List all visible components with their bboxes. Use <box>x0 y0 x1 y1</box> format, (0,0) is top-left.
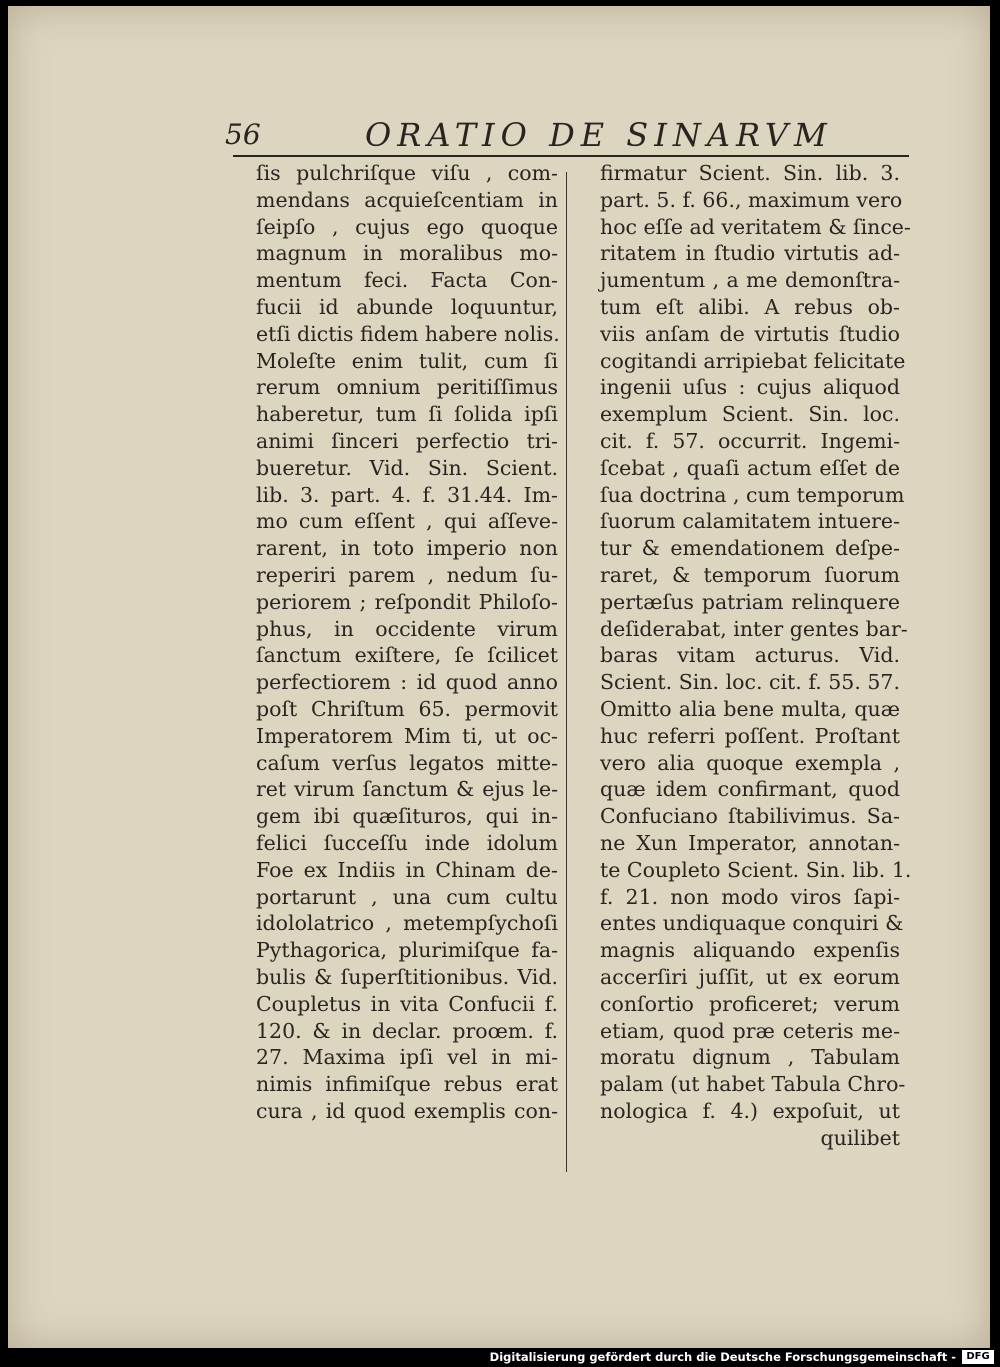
text-line: palam (ut habet Tabula Chro- <box>600 1072 906 1097</box>
text-line: etiam, quod præ ceteris me- <box>600 1018 900 1043</box>
text-line: accerſiri juſſit, ut ex eorum <box>600 964 900 989</box>
text-line: quilibet <box>820 1125 900 1150</box>
text-line: mo cum eſſent , qui aſſeve- <box>256 509 558 534</box>
right-column <box>600 160 912 1151</box>
page-number: 56 <box>225 118 261 151</box>
text-line: jumentum , a me demonſtra- <box>600 268 900 293</box>
text-line: part. 5. f. 66., maximum vero <box>600 187 903 212</box>
text-line: tum eſt alibi. A rebus ob- <box>600 294 900 319</box>
text-line: poſt Chriſtum 65. permovit <box>256 696 558 721</box>
text-line: hoc eſſe ad veritatem & ſince- <box>600 214 911 239</box>
text-line: f. 21. non modo viros ſapi- <box>600 884 900 909</box>
text-line: quæ idem confirmant, quod <box>600 777 900 802</box>
text-line: conſortio proficeret; verum <box>600 991 900 1016</box>
running-head: ORATIO DE SINARVM <box>365 116 833 154</box>
text-line: Pythagorica, plurimiſque fa- <box>256 938 558 963</box>
text-line: nologica f. 4.) expoſuit, ut <box>600 1098 900 1123</box>
text-line: ſuorum calamitatem intuere- <box>600 509 900 534</box>
text-line: mendans acquieſcentiam in <box>256 187 558 212</box>
text-line: idololatrico , metempſychoſi <box>256 911 558 936</box>
text-line: ritatem in ſtudio virtutis ad- <box>600 241 900 266</box>
text-line: moratu dignum , Tabulam <box>600 1045 900 1070</box>
footer-credit: Digitalisierung gefördert durch die Deutsche Forschungsgemeinschaft - <box>489 1350 956 1364</box>
text-line: felici ſucceſſu inde idolum <box>256 830 558 855</box>
text-line: fucii id abunde loquuntur, <box>256 294 558 319</box>
text-line: deſiderabat, inter gentes bar- <box>600 616 908 641</box>
text-line: cogitandi arripiebat felicitate <box>600 348 906 373</box>
text-line: nimis infimiſque rebus erat <box>256 1072 558 1097</box>
text-line: huc referri poſſent. Proſtant <box>600 723 900 748</box>
text-line: etſi dictis fidem habere nolis. <box>256 321 560 346</box>
text-line: ſeipſo , cujus ego quoque <box>256 214 558 239</box>
text-line: Scient. Sin. loc. cit. f. 55. 57. <box>600 670 900 695</box>
text-line: magnis aliquando expenſis <box>600 938 900 963</box>
text-line: Foe ex Indiis in Chinam de- <box>256 857 558 882</box>
digitization-footer <box>0 1349 1000 1367</box>
text-line: lib. 3. part. 4. f. 31.44. Im- <box>256 482 558 507</box>
text-line: ingenii uſus : cujus aliquod <box>600 375 900 400</box>
text-line: 27. Maxima ipſi vel in mi- <box>256 1045 558 1070</box>
text-line: pertæſus patriam relinquere <box>600 589 900 614</box>
text-line: firmatur Scient. Sin. lib. 3. <box>600 161 900 185</box>
dfg-logo: DFG <box>962 1350 994 1364</box>
text-line: mentum feci. Facta Con- <box>256 268 558 293</box>
text-line: cura , id quod exemplis con- <box>256 1098 558 1123</box>
text-line: gem ibi quæſituros, qui in- <box>256 804 558 829</box>
text-line: Imperatorem Mim ti, ut oc- <box>256 723 558 748</box>
text-line: Moleſte enim tulit, cum ſi <box>256 348 558 373</box>
text-line: 120. & in declar. proœm. f. <box>256 1018 558 1043</box>
text-line: animi ſinceri perfectio tri- <box>256 428 558 453</box>
text-line: bulis & ſuperſtitionibus. Vid. <box>256 964 558 989</box>
text-line: reperiri parem , nedum ſu- <box>256 562 558 587</box>
text-line: ne Xun Imperator, annotan- <box>600 830 900 855</box>
text-line: haberetur, tum ſi ſolida ipſi <box>256 402 558 427</box>
text-line: viis anſam de virtutis ſtudio <box>600 321 900 346</box>
page-header <box>225 110 925 156</box>
text-line: tur & emendationem deſpe- <box>600 536 900 561</box>
text-line: Omitto alia bene multa, quæ <box>600 696 900 721</box>
text-line: bueretur. Vid. Sin. Scient. <box>256 455 558 480</box>
column-divider <box>566 172 567 1172</box>
text-line: ſcebat , quaſi actum eſſet de <box>600 455 900 480</box>
text-line: caſum verſus legatos mitte- <box>256 750 558 775</box>
text-line: baras vitam acturus. Vid. <box>600 643 900 668</box>
text-line: rarent, in toto imperio non <box>256 536 558 561</box>
text-line: vero alia quoque exempla , <box>600 750 900 775</box>
left-column <box>256 160 558 1125</box>
text-line: entes undiquaque conquiri & <box>600 911 904 936</box>
text-line: magnum in moralibus mo- <box>256 241 558 266</box>
text-line: cit. f. 57. occurrit. Ingemi- <box>600 428 900 453</box>
text-line: periorem ; reſpondit Philoſo- <box>256 589 558 614</box>
text-line: rerum omnium peritiſſimus <box>256 375 558 400</box>
text-line: raret, & temporum ſuorum <box>600 562 900 587</box>
text-line: perfectiorem : id quod anno <box>256 670 558 695</box>
text-line: Confuciano ſtabilivimus. Sa- <box>600 804 900 829</box>
text-line: ſua doctrina , cum temporum <box>600 482 905 507</box>
text-line: ſanctum exiſtere, ſe ſcilicet <box>256 643 558 668</box>
text-line: Coupletus in vita Confucii f. <box>256 991 558 1016</box>
text-line: phus, in occidente virum <box>256 616 558 641</box>
text-line: ret virum ſanctum & ejus le- <box>256 777 558 802</box>
text-line: te Coupleto Scient. Sin. lib. 1. <box>600 857 912 882</box>
text-line: portarunt , una cum cultu <box>256 884 558 909</box>
header-rule <box>233 155 909 157</box>
text-line: exemplum Scient. Sin. loc. <box>600 402 900 427</box>
text-line: ſis pulchriſque viſu , com- <box>256 161 558 185</box>
